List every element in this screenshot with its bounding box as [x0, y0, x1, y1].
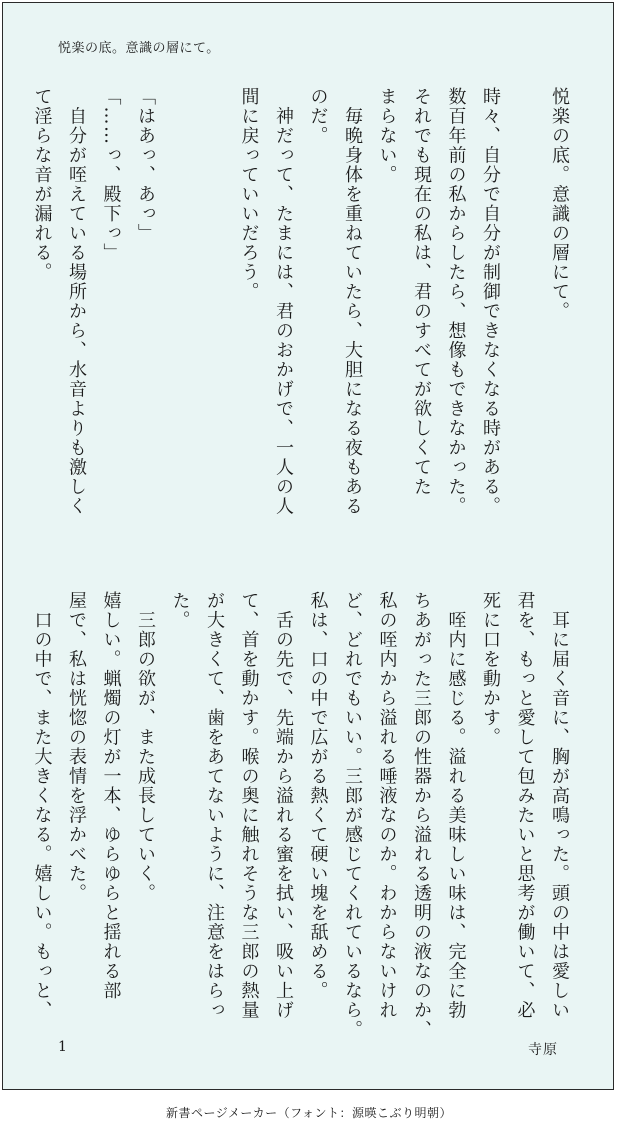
body-text-upper: 悦楽の底。意識の層にて。 時々、自分で自分が制御できなくなる時がある。 数百年前の私からしたら、想像もできなかった。 それでも現在の私は、君のすべてが欲しくてた まらない。 毎晩身体を重ねていたら、大胆になる夜もある のだ。 神だって、たまには、君のおかげで、一人の人 間に戻っていいだろう。 「はあっ、あっ」 「……っ、殿下っ」 自分が咥えている場所から、水音よりも激しく て淫らな音が漏れる。	[31, 87, 570, 516]
book-page	[2, 2, 614, 1090]
generator-credit: 新書ページメーカー（フォント：源暎こぶり明朝）	[165, 1106, 453, 1120]
running-header: 悦楽の底。意識の層にて。	[58, 41, 220, 56]
body-text-lower: 耳に届く音に、胸が高鳴った。頭の中は愛しい 君を、もっと愛して包みたいと思考が働いて、必 死に口を動かす。 咥内に感じる。溢れる美味しい味は、完全に勃 ちあがった三郎の性器から溢れる透明の液なのか、 私の咥内から溢れる唾液なのか。わからないけれ ど、どれでもいい。三郎が感じてくれているなら。 私は、口の中で広がる熱くて硬い塊を舐める。 舌の先で、先端から溢れる蜜を拭い、吸い上げ て、首を動かす。喉の奥に触れそうな三郎の熱量 が大きくて、歯をあてないように、注意をはらっ た。 三郎の欲が、また成長していく。 嬉しい。蝋燭の灯が一本、ゆらゆらと揺れる部 屋で、私は恍惚の表情を浮かべた。 口の中で、また大きくなる。嬉しい。もっと、	[31, 591, 570, 1040]
author-name: 寺原	[528, 1042, 558, 1058]
page-number: 1	[58, 1039, 67, 1055]
